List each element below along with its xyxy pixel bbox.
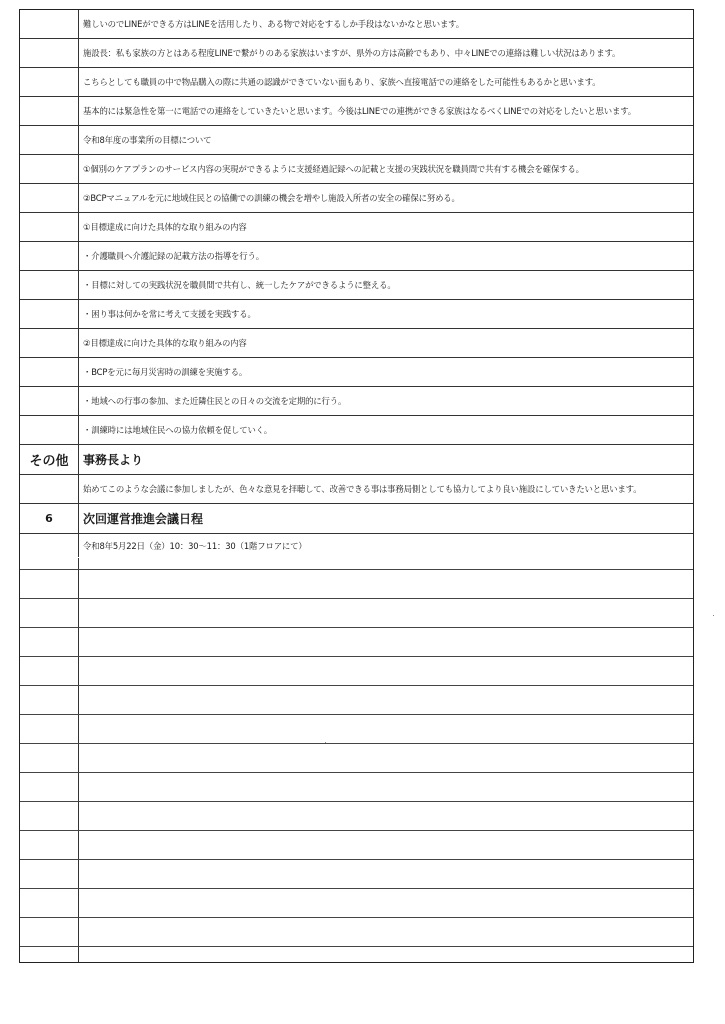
scan-speck <box>325 742 326 743</box>
row-content-cell <box>79 416 693 444</box>
row-label-cell <box>20 358 79 386</box>
next-meeting-date: 令和8年5月22日（金）10：30～11：30（1階フロアにて） <box>83 540 307 551</box>
row-label-cell <box>20 242 79 270</box>
blank-rule-line <box>20 685 693 686</box>
schedule-cell <box>79 534 693 557</box>
row-text: 難しいのでLINEができる方はLINEを活用したり、ある物で対応をするしか手段はないかなと思います。 <box>83 19 464 29</box>
minutes-row <box>20 97 693 126</box>
row-text: 施設長：私も家族の方とはある程度LINEで繋がりのある家族はいますが、県外の方は高齢でもあり、中々LINEでの連絡は難しい状況はあります。 <box>83 48 621 58</box>
row-label-cell <box>20 155 79 183</box>
minutes-rows <box>20 10 693 557</box>
row-label-cell <box>20 475 79 503</box>
row-text: ・困り事は何かを常に考えて支援を実践する。 <box>83 309 256 319</box>
row-text: 基本的には緊急性を第一に電話での連絡をしていきたいと思います。今後はLINEでの連携ができる家族はなるべくLINEでの対応をしたいと思います。 <box>83 106 637 116</box>
row-label-cell <box>20 534 79 557</box>
blank-rule-line <box>20 888 693 889</box>
row-label-cell <box>20 68 79 96</box>
minutes-row <box>20 213 693 242</box>
minutes-row <box>20 358 693 387</box>
row-text: こちらとしても職員の中で物品購入の際に共通の認識ができていない面もあり、家族へ直接電話での連絡をした可能性もあるかと思います。 <box>83 77 601 87</box>
other-comment-row <box>20 475 693 504</box>
section6-heading: 次回運営推進会議日程 <box>83 512 204 526</box>
row-content-cell <box>79 329 693 357</box>
minutes-row <box>20 39 693 68</box>
row-content-cell <box>79 271 693 299</box>
scan-speck <box>713 615 714 616</box>
blank-rule-line <box>20 569 693 570</box>
row-text: ・地域への行事の参加、また近隣住民との日々の交流を定期的に行う。 <box>83 396 347 406</box>
section6-heading-cell <box>79 504 693 533</box>
row-content-cell <box>79 387 693 415</box>
blank-rule-line <box>20 627 693 628</box>
row-content-cell <box>79 155 693 183</box>
row-label-cell <box>20 10 79 38</box>
blank-rule-line <box>20 772 693 773</box>
row-label-cell <box>20 329 79 357</box>
row-content-cell <box>79 126 693 154</box>
row-content-cell <box>79 39 693 67</box>
minutes-row <box>20 271 693 300</box>
blank-notes-area <box>20 558 693 962</box>
minutes-row <box>20 242 693 271</box>
blank-rule-line <box>20 946 693 947</box>
minutes-table <box>19 9 694 963</box>
section-number: 6 <box>20 504 79 533</box>
row-label-cell <box>20 126 79 154</box>
blank-rule-line <box>20 801 693 802</box>
row-content-cell <box>79 358 693 386</box>
row-text: ・訓練時には地域住民への協力依頼を促していく。 <box>83 425 273 435</box>
row-label-cell <box>20 416 79 444</box>
row-text: ・目標に対しての実践状況を職員間で共有し、統一したケアができるように整える。 <box>83 280 396 290</box>
blank-rule-line <box>20 859 693 860</box>
other-heading-row <box>20 445 693 475</box>
other-section-text: 始めてこのような会議に参加しましたが、色々な意見を拝聴して、改善できる事は事務局側としても協力してより良い施設にしていきたいと思います。 <box>83 484 642 494</box>
other-heading-cell <box>79 445 693 474</box>
row-content-cell <box>79 213 693 241</box>
minutes-row <box>20 416 693 445</box>
row-text: ・介護職員へ介護記録の記載方法の指導を行う。 <box>83 251 264 261</box>
row-content-cell <box>79 184 693 212</box>
row-content-cell <box>79 10 693 38</box>
schedule-row <box>20 534 693 557</box>
row-label-cell <box>20 184 79 212</box>
minutes-row <box>20 329 693 358</box>
row-text: ②BCPマニュアルを元に地域住民との協働での訓練の機会を増やし施設入所者の安全の確保に努める。 <box>83 193 460 203</box>
other-section-heading: 事務長より <box>83 453 144 467</box>
row-content-cell <box>79 97 693 125</box>
blank-rule-line <box>20 830 693 831</box>
blank-rule-line <box>20 656 693 657</box>
row-label-cell <box>20 387 79 415</box>
row-label-cell <box>20 300 79 328</box>
other-section-label: その他 <box>20 445 79 474</box>
blank-rule-line <box>20 917 693 918</box>
row-text: ①目標達成に向けた具体的な取り組みの内容 <box>83 222 247 232</box>
minutes-row <box>20 387 693 416</box>
blank-rule-line <box>20 714 693 715</box>
row-content-cell <box>79 68 693 96</box>
row-label-cell <box>20 39 79 67</box>
row-label-cell <box>20 213 79 241</box>
other-comment-cell <box>79 475 693 503</box>
section6-heading-row <box>20 504 693 534</box>
row-content-cell <box>79 242 693 270</box>
blank-rule-line <box>20 743 693 744</box>
row-text: ②目標達成に向けた具体的な取り組みの内容 <box>83 338 247 348</box>
row-label-cell <box>20 97 79 125</box>
row-label-cell <box>20 271 79 299</box>
minutes-row <box>20 155 693 184</box>
minutes-row <box>20 10 693 39</box>
row-text: ①個別のケアプランのサービス内容の実現ができるように支援経過記録への記載と支援の実践状況を職員間で共有する機会を確保する。 <box>83 164 584 174</box>
blank-rule-line <box>20 598 693 599</box>
row-text: ・BCPを元に毎月災害時の訓練を実施する。 <box>83 367 248 377</box>
minutes-row <box>20 126 693 155</box>
minutes-row <box>20 184 693 213</box>
row-content-cell <box>79 300 693 328</box>
minutes-row <box>20 300 693 329</box>
blank-area-divider <box>78 558 79 962</box>
minutes-row <box>20 68 693 97</box>
row-text: 令和8年度の事業所の目標について <box>83 135 212 145</box>
